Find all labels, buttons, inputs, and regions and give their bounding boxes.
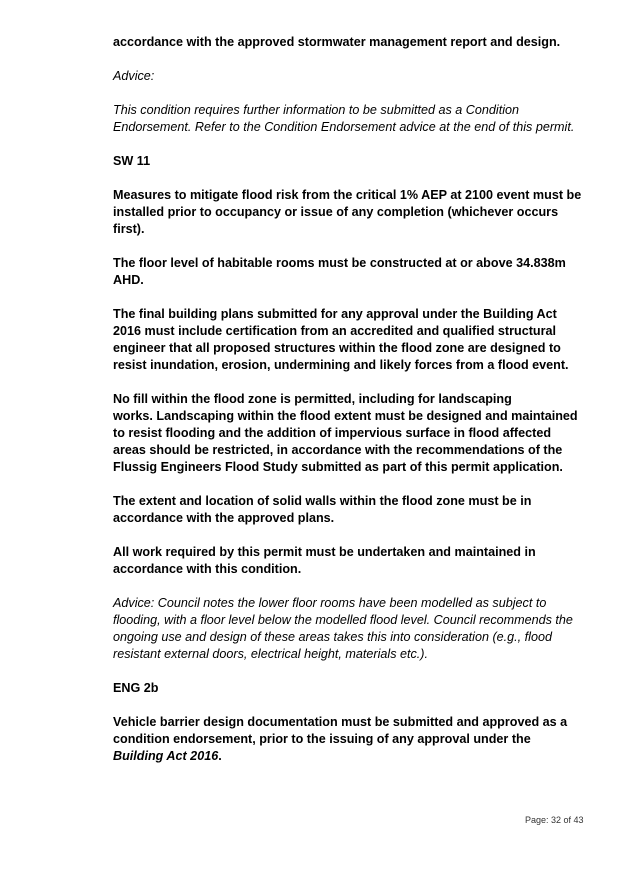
no-fill-line-1: No fill within the flood zone is permitted, including for landscaping bbox=[113, 392, 512, 406]
document-page bbox=[113, 34, 583, 782]
page-number-footer: Page: 32 of 43 bbox=[525, 815, 584, 825]
paragraph-building-plans: The final building plans submitted for any approval under the Building Act 2016 must include certification from an accredited and qualified structural engineer that all proposed structures within the flood zone are designed to resist inundation, erosion, undermining and likely forces from a flood event. bbox=[113, 307, 569, 372]
advice-condition-endorsement: This condition requires further information to be submitted as a Condition Endorsement. Refer to the Condition Endorsement advice at the end of this permit. bbox=[113, 103, 575, 134]
paragraph-flood-mitigation: Measures to mitigate flood risk from the critical 1% AEP at 2100 event must be installed prior to occupancy or issue of any completion (whichever occurs first). bbox=[113, 188, 582, 236]
building-act-reference: Building Act 2016 bbox=[113, 749, 219, 763]
no-fill-rest: works. Landscaping within the flood extent must be designed and maintained to resist flooding and the addition of impervious surface in flood affected areas should be restricted, in accordance with the recommendations of the Flussig Engineers Flood Study submitted as part of this permit application. bbox=[113, 409, 578, 474]
paragraph-no-fill bbox=[113, 391, 583, 476]
advice-label: Advice: bbox=[113, 69, 155, 83]
vehicle-barrier-period: . bbox=[218, 749, 222, 763]
paragraph-solid-walls: The extent and location of solid walls within the flood zone must be in accordance with the approved plans. bbox=[113, 494, 532, 525]
paragraph-work-required: All work required by this permit must be undertaken and maintained in accordance with this condition. bbox=[113, 545, 536, 576]
paragraph-vehicle-barrier bbox=[113, 714, 583, 765]
heading-eng2b: ENG 2b bbox=[113, 681, 159, 695]
advice-lower-floor-rooms: Advice: Council notes the lower floor rooms have been modelled as subject to flooding, with a floor level below the modelled flood level. Council recommends the ongoing use and design of these areas takes this into consideration (e.g., flood resistant external doors, electrical height, materials etc.). bbox=[113, 596, 573, 661]
heading-sw11: SW 11 bbox=[113, 154, 151, 168]
paragraph-stormwater-accordance: accordance with the approved stormwater management report and design. bbox=[113, 35, 561, 49]
paragraph-floor-level: The floor level of habitable rooms must be constructed at or above 34.838m AHD. bbox=[113, 256, 566, 287]
vehicle-barrier-text: Vehicle barrier design documentation must be submitted and approved as a condition endorsement, prior to the issuing of any approval under the bbox=[113, 715, 568, 746]
